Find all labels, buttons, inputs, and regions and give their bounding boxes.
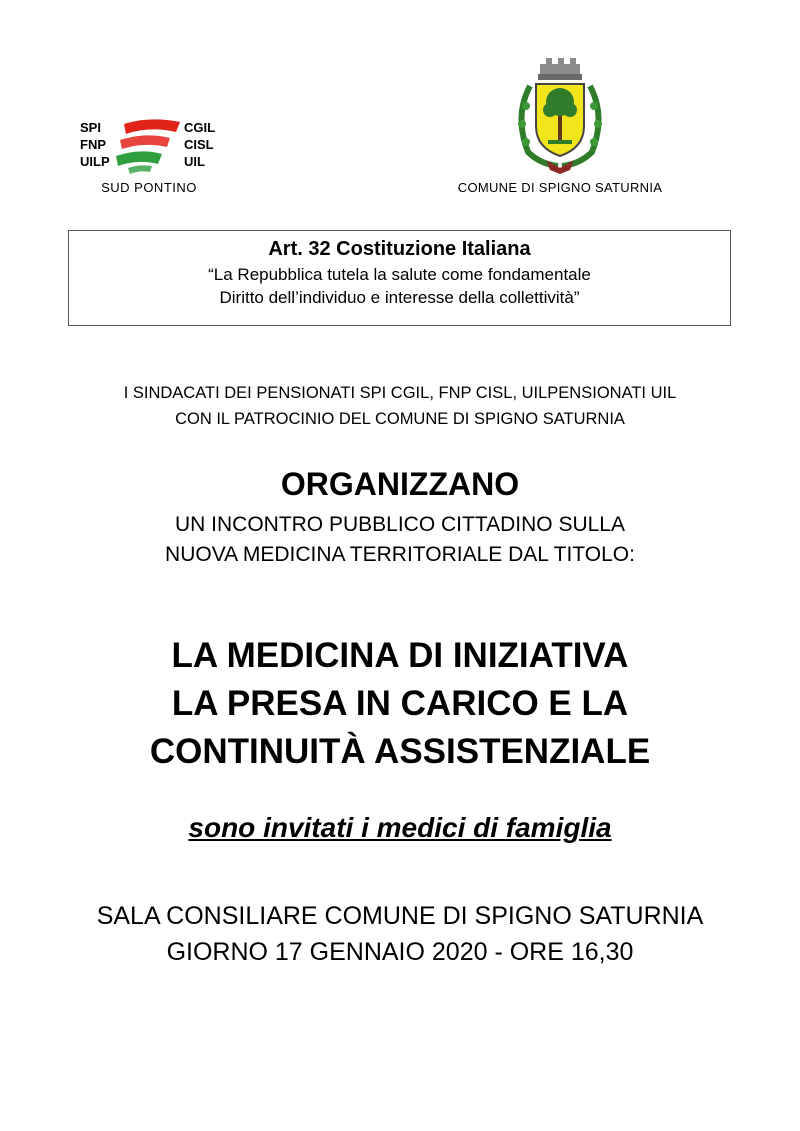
organizers-line-2: CON IL PATROCINIO DEL COMUNE DI SPIGNO SATURNIA	[175, 410, 625, 428]
invitation-note: sono invitati i medici di famiglia	[188, 812, 612, 843]
title-line-2: LA PRESA IN CARICO E LA	[171, 684, 629, 723]
union-name-uil: UIL	[184, 154, 205, 169]
subtitle-line-1: UN INCONTRO PUBBLICO CITTADINO SULLA	[174, 513, 625, 536]
union-name-cgil: CGIL	[184, 120, 216, 135]
union-name-cisl: CISL	[184, 137, 214, 152]
constitution-article-box	[68, 230, 731, 326]
title-line-1: LA MEDICINA DI INIZIATIVA	[171, 636, 629, 675]
union-flag-icon	[110, 116, 184, 176]
coat-of-arms-icon	[512, 56, 608, 174]
union-caption: SUD PONTINO	[101, 180, 197, 195]
subtitle-line-2: NUOVA MEDICINA TERRITORIALE DAL TITOLO:	[165, 543, 635, 566]
organizers-block	[0, 380, 800, 432]
title-line-3: CONTINUITÀ ASSISTENZIALE	[149, 732, 651, 771]
event-title	[0, 632, 800, 776]
comune-logo	[420, 56, 700, 202]
organize-heading: ORGANIZZANO	[280, 466, 520, 502]
union-name-uilp: UILP	[80, 154, 110, 169]
venue-location: SALA CONSILIARE COMUNE DI SPIGNO SATURNIA	[96, 902, 704, 930]
article-quote-line-2: Diritto dell’individuo e interesse della collettività”	[219, 288, 580, 307]
comune-caption: COMUNE DI SPIGNO SATURNIA	[457, 180, 663, 195]
union-name-fnp: FNP	[80, 137, 106, 152]
union-name-spi: SPI	[80, 120, 101, 135]
article-quote-line-1: “La Repubblica tutela la salute come fondamentale	[208, 265, 591, 284]
union-right-names	[184, 119, 215, 170]
event-subtitle	[0, 510, 800, 570]
article-title: Art. 32 Costituzione Italiana	[268, 238, 531, 260]
organizers-line-1: I SINDACATI DEI PENSIONATI SPI CGIL, FNP CISL, UILPENSIONATI UIL	[123, 384, 677, 402]
venue-block	[0, 898, 800, 970]
venue-date-time: GIORNO 17 GENNAIO 2020 - ORE 16,30	[166, 938, 634, 966]
union-logo	[74, 112, 224, 202]
union-left-names	[80, 119, 110, 170]
